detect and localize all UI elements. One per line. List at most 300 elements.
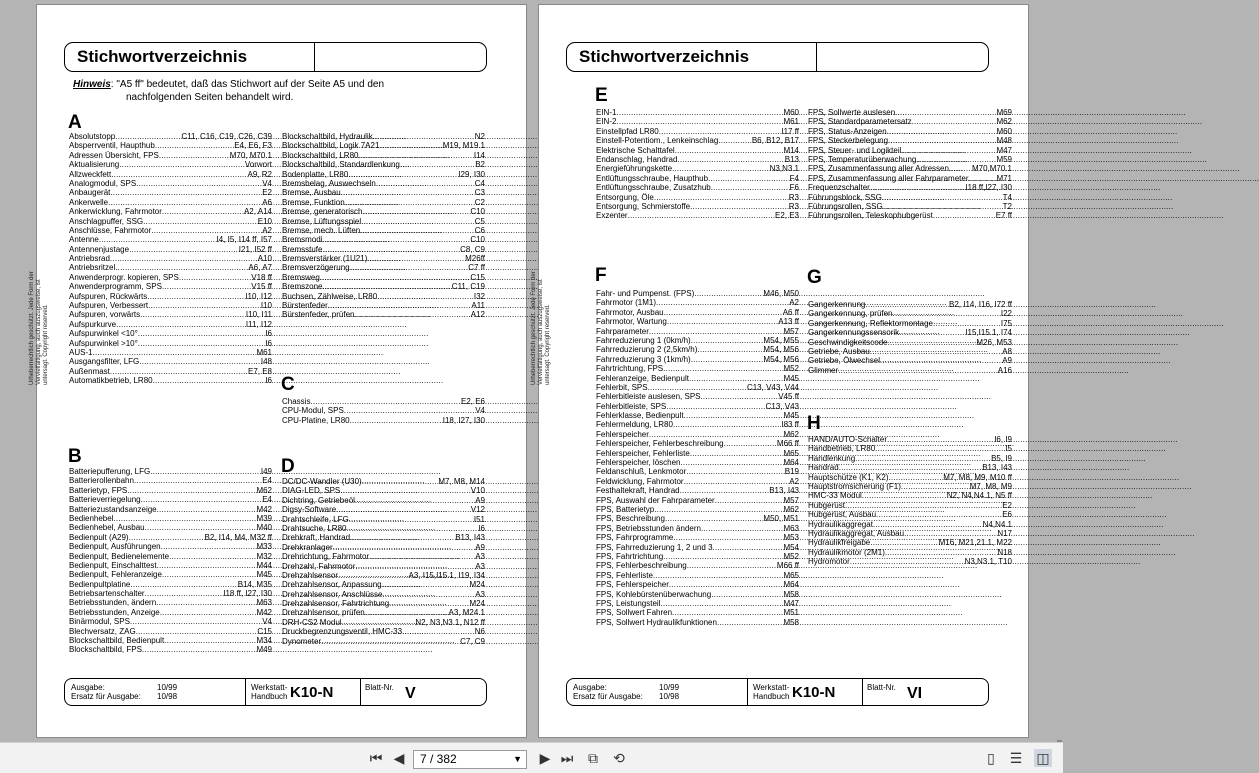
index-entry-leader xyxy=(701,392,779,401)
index-entry-pages: I22 xyxy=(1000,309,1012,319)
index-entry-term: Hauptstromsicherung (F1) xyxy=(808,481,901,491)
index-entry-pages: A2 xyxy=(789,476,799,486)
index-entry-term: Aufspuren, Rückwärts xyxy=(69,291,148,301)
index-entry-term: Hubgerüst, Ausbau xyxy=(808,510,877,520)
index-entry xyxy=(808,356,1012,365)
index-entry xyxy=(596,608,799,617)
hint-label: Hinweis xyxy=(73,79,111,90)
index-entry-pages: M58 xyxy=(783,589,799,599)
index-entry-pages: E4, E6, F3 xyxy=(234,141,272,151)
index-entry-leader xyxy=(145,523,257,532)
index-entry-leader xyxy=(660,599,783,608)
index-entry xyxy=(596,164,799,173)
index-entry-term: Exzenter xyxy=(596,211,628,221)
index-entry xyxy=(282,524,485,533)
index-entry-leader xyxy=(119,160,245,169)
index-entry-leader xyxy=(916,155,996,164)
index-entry-leader xyxy=(130,580,237,589)
index-entry-term: Digsy-Software xyxy=(282,505,337,515)
index-entry-term: Entsorgung, Schmierstoffe xyxy=(596,201,691,211)
index-entry-leader xyxy=(139,357,261,366)
footer-labels xyxy=(71,683,141,701)
index-entry xyxy=(596,496,799,505)
index-entry xyxy=(596,146,799,155)
index-entry-leader xyxy=(694,289,763,298)
index-entry-leader xyxy=(365,608,449,617)
hint-line-2: nachfolgenden Seiten behandelt wird. xyxy=(126,92,294,103)
index-entry-term: Aktualisierung xyxy=(69,160,120,170)
index-entry-pages: A6 xyxy=(262,197,272,207)
footer-divider xyxy=(360,679,361,705)
index-entry-pages: N2, N3,N3.1, N12 ff xyxy=(415,617,485,627)
index-entry-leader xyxy=(328,301,472,310)
index-entry-pages: M19, M19.1 xyxy=(442,141,485,151)
index-entry-term: FPS, Standardparametersatz xyxy=(808,117,912,127)
index-entry xyxy=(282,282,485,291)
index-entry-term: Bedienpult, Bedienelemente xyxy=(69,551,170,561)
index-entry xyxy=(808,510,1012,519)
index-entry-term: Gangerkennung, Reflektormontage xyxy=(808,318,933,328)
index-entry-leader xyxy=(108,198,262,207)
index-entry xyxy=(282,179,485,188)
index-entry-leader xyxy=(901,146,996,155)
index-entry-term: Einstellpfad LR80 xyxy=(596,126,659,136)
index-entry-term: Absolutstopp xyxy=(69,132,116,141)
index-entry-term: Anbaugerät xyxy=(69,188,111,198)
index-entry-leader xyxy=(969,174,997,183)
index-entry-pages: M66 ff xyxy=(776,561,799,571)
index-entry xyxy=(69,207,272,216)
index-entry xyxy=(596,477,799,486)
index-entry-pages: E7 ff xyxy=(995,211,1012,221)
footer-ersatz-value: 10/98 xyxy=(157,692,178,701)
index-entry-term: Feldwicklung, Fahrmotor xyxy=(596,476,684,486)
index-entry-term: Bremse, Funktion xyxy=(282,197,345,207)
index-entry-leader xyxy=(870,183,966,192)
index-entry-pages: A9 xyxy=(475,542,485,552)
index-entry xyxy=(282,301,485,310)
index-entry-leader xyxy=(362,477,439,486)
index-entry-pages: E4 xyxy=(262,495,272,505)
index-entry-leader xyxy=(321,637,460,646)
index-entry-term: Ausgangsfilter, LFG xyxy=(69,357,140,367)
index-entry-term: Fehlerspeicher, Fehlerliste xyxy=(596,448,690,458)
footer-ausgabe-label: Ausgabe: xyxy=(71,683,105,692)
index-entry-term: Fehlerbit, SPS xyxy=(596,382,648,392)
index-entry xyxy=(808,473,1012,482)
footer-ausgabe-label: Ausgabe: xyxy=(573,683,607,692)
index-entry-term: Fahrmotor, Ausbau xyxy=(596,307,664,317)
index-entry-term: Fahrtrichtung, FPS xyxy=(596,364,664,374)
index-entry-pages: M26, M53 xyxy=(976,337,1012,347)
index-entry-pages: A3, M24.1 xyxy=(448,608,485,618)
index-entry-leader xyxy=(718,136,752,145)
index-entry-term: Fahr- und Pumpenst. (FPS) xyxy=(596,289,695,298)
index-entry-term: EIN-2 xyxy=(596,117,617,127)
fit-page-icon[interactable]: ⧉ xyxy=(588,750,598,766)
page-number-value: 7 / 382 xyxy=(420,752,457,766)
section-letter-h: H xyxy=(807,413,821,434)
index-entry-term: Ankerwicklung, Fahrmotor xyxy=(69,207,162,217)
index-entry-leader xyxy=(169,552,256,561)
index-entry-term: Aufspurkurve xyxy=(69,319,117,329)
index-entry-leader xyxy=(110,188,262,197)
index-entry-leader xyxy=(680,486,770,495)
index-entry-term: Drehzahlsensor, Fahrtrichtung xyxy=(282,599,390,609)
index-entry-leader xyxy=(145,589,224,598)
index-entry xyxy=(69,357,272,366)
index-entry-leader xyxy=(616,117,783,126)
index-entry-pages: M50, M51 xyxy=(763,514,799,524)
index-entry-term: Handlenkung xyxy=(808,453,856,463)
index-entry-leader xyxy=(690,202,789,211)
index-entry xyxy=(596,552,799,561)
index-entry-leader xyxy=(111,170,247,179)
index-entry-pages: M24 xyxy=(469,580,485,590)
viewer-toolbar xyxy=(0,742,1063,773)
index-entry xyxy=(69,292,272,301)
index-entry-pages: E10 xyxy=(257,216,272,226)
index-entry xyxy=(808,435,1012,444)
index-entry-pages: M7, M8, M9, M10 ff xyxy=(943,472,1012,482)
index-entry-leader xyxy=(310,397,461,406)
index-entry-term: Fahrreduzierung 1 (0km/h) xyxy=(596,335,691,345)
index-entry-pages: M45 xyxy=(256,570,272,580)
section-letter-g: G xyxy=(807,267,822,288)
index-entry xyxy=(282,226,485,235)
index-entry xyxy=(69,514,272,523)
index-entry-pages: M24 xyxy=(469,599,485,609)
index-entry-leader xyxy=(690,449,784,458)
index-entry xyxy=(69,235,272,244)
index-entry-term: Binärmodul, SPS xyxy=(69,617,130,627)
index-entry-term: Batteriezustandsanzeige xyxy=(69,504,157,514)
footer-handbuch: Handbuch xyxy=(753,692,790,701)
index-entry-pages: M64 xyxy=(783,458,799,468)
index-entry-pages: M62 xyxy=(996,117,1012,127)
index-entry-term: FPS, Zusammenfassung aller Fahrparameter xyxy=(808,173,969,183)
index-entry xyxy=(69,552,272,561)
index-entry-pages: A2, A14 xyxy=(243,207,272,217)
index-entry-leader xyxy=(654,193,789,202)
index-entry-pages: C10 xyxy=(470,207,485,217)
footer-manual-label xyxy=(753,683,789,701)
index-entry-pages: A11 xyxy=(471,301,485,311)
index-entry xyxy=(808,328,1012,337)
index-entry-leader xyxy=(322,245,460,254)
index-entry-term: FPS, Sollwerte auslesen xyxy=(808,108,896,117)
index-entry xyxy=(596,127,799,136)
index-entry-pages: I17 ff xyxy=(781,126,799,136)
index-entry-pages: M40 xyxy=(256,523,272,533)
index-entry-leader xyxy=(338,571,408,580)
index-entry xyxy=(808,164,1012,173)
index-entry xyxy=(69,254,272,263)
index-entry-term: Drehkraft, Handrad xyxy=(282,533,351,543)
index-entry-leader xyxy=(113,514,256,523)
index-entry-leader xyxy=(129,533,205,542)
footer-ausgabe-value: 10/99 xyxy=(659,683,680,692)
index-entry-term: HMC-33 Modul xyxy=(808,491,862,501)
index-entry-leader xyxy=(875,444,1005,453)
index-entry-leader xyxy=(669,580,784,589)
index-entry-term: Absperrventil, Haupthub xyxy=(69,141,155,151)
index-entry-term: Glimmer xyxy=(808,365,839,375)
index-entry-term: Dichtring, Getriebeöl xyxy=(282,495,355,505)
index-entry-pages: M39 xyxy=(256,513,272,523)
index-entry-pages: A10 xyxy=(257,254,272,264)
index-entry xyxy=(596,317,799,326)
index-entry xyxy=(69,226,272,235)
footer-values xyxy=(659,683,679,701)
index-entry-pages: A3 xyxy=(475,552,485,562)
index-entry-pages: N2 xyxy=(474,132,485,141)
index-entry-term: DIAG-LED, SPS xyxy=(282,486,341,496)
index-entry-pages: M60 xyxy=(996,126,1012,136)
index-entry-pages: C4 xyxy=(474,178,485,188)
footer-model: K10-N xyxy=(290,684,334,701)
index-entry xyxy=(282,217,485,226)
index-entry-pages: A8 xyxy=(1002,346,1012,356)
index-list-e xyxy=(596,108,799,221)
index-entry-leader xyxy=(664,308,783,317)
index-entry-pages: M57 xyxy=(783,495,799,505)
index-entry-pages: M54, M55 xyxy=(763,335,799,345)
index-entry-term: Getriebe, Ölwechsel xyxy=(808,356,881,366)
index-entry-leader xyxy=(110,254,258,263)
index-entry-leader xyxy=(320,273,471,282)
index-entry-pages: V45 ff xyxy=(778,392,799,402)
hint-note xyxy=(73,78,473,104)
index-entry-term: Fehlerbitleiste auslesen, SPS xyxy=(596,392,701,402)
index-entry-term: Bedienhebel, Ausbau xyxy=(69,523,145,533)
index-entry-term: Dynometer xyxy=(282,636,322,646)
index-entry-term: FPS, Fahrreduzierung 1, 2 und 3 xyxy=(596,542,713,552)
footer-blatt-label: Blatt-Nr. xyxy=(867,683,896,692)
index-entry xyxy=(282,310,485,319)
index-entry-pages: A9 xyxy=(1002,356,1012,366)
index-entry-pages: I10, I11 xyxy=(245,310,272,320)
index-entry-leader xyxy=(845,501,1002,510)
index-entry xyxy=(808,463,1012,472)
index-entry-pages: B13, I43 xyxy=(455,533,485,543)
index-entry-pages: B13, I43 xyxy=(982,463,1012,473)
index-entry-term: Drahtschleife, LFG xyxy=(282,514,349,524)
index-entry xyxy=(808,366,1012,375)
index-entry-term: Bremsbelag, Auswechseln xyxy=(282,178,376,188)
index-entry xyxy=(282,580,485,589)
index-entry xyxy=(282,188,485,197)
index-entry-pages: M63 xyxy=(256,598,272,608)
index-entry-leader xyxy=(681,458,784,467)
index-entry-leader xyxy=(663,364,783,373)
index-entry-pages: N2, N4,N4.1, N5 ff xyxy=(946,491,1012,501)
index-entry-term: Antennenjustage xyxy=(69,244,130,254)
index-entry-pages: C13, V43, V44 xyxy=(746,382,799,392)
index-entry xyxy=(808,146,1012,155)
index-entry-pages: V4 xyxy=(475,406,485,416)
index-entry-term: Fehlerspeicher xyxy=(596,429,649,439)
index-entry xyxy=(282,618,485,627)
index-entry xyxy=(282,515,485,524)
index-entry-pages: M61 xyxy=(256,347,272,357)
index-entry-term: Außenmast xyxy=(69,366,110,376)
index-entry-term: Blockschaltbild, Bedienpult xyxy=(69,636,165,646)
index-entry-pages: M58 xyxy=(783,617,799,627)
index-entry-term: Elektrische Schalttafel xyxy=(596,145,675,155)
index-entry-term: Analogmodul, SPS xyxy=(69,178,137,188)
index-entry xyxy=(808,309,1012,318)
index-entry-term: Bremse, generatorisch xyxy=(282,207,363,217)
index-entry-leader xyxy=(350,416,443,425)
index-entry-leader xyxy=(151,226,262,235)
index-entry-pages: M54, M56 xyxy=(763,354,799,364)
index-entry-pages: M69 xyxy=(996,108,1012,117)
index-entry-pages: A16 xyxy=(997,365,1012,375)
index-entry xyxy=(596,336,799,345)
index-entry xyxy=(808,520,1012,529)
index-entry-pages: M7, M8, M14 xyxy=(438,477,485,486)
index-entry xyxy=(69,170,272,179)
index-entry xyxy=(282,151,485,160)
index-entry-pages: I6 xyxy=(265,338,272,348)
index-entry xyxy=(596,618,799,627)
index-entry-leader xyxy=(99,235,217,244)
index-entry-leader xyxy=(893,309,1001,318)
index-entry-term: Fehlermeldung, LR80 xyxy=(596,420,673,430)
index-entry-pages: M49 xyxy=(256,645,272,655)
index-entry-leader xyxy=(358,151,473,160)
index-entry-leader xyxy=(127,486,256,495)
index-entry xyxy=(596,514,799,523)
index-entry xyxy=(69,598,272,607)
index-list-b xyxy=(69,467,272,655)
index-entry-leader xyxy=(153,376,266,385)
footer-ersatz-label: Ersatz für Ausgabe: xyxy=(573,692,643,701)
index-entry-leader xyxy=(850,557,965,566)
index-entry-leader xyxy=(389,599,469,608)
index-entry xyxy=(596,420,799,429)
index-entry-term: DRH-CS2 Modul xyxy=(282,617,342,627)
index-entry-leader xyxy=(687,561,777,570)
index-entry-pages: M53 xyxy=(783,533,799,543)
index-entry-pages: I75 xyxy=(1000,318,1012,328)
index-entry xyxy=(69,367,272,376)
footer-labels xyxy=(573,683,643,701)
index-entry-leader xyxy=(904,529,997,538)
index-entry xyxy=(808,338,1012,347)
index-entry xyxy=(596,411,799,420)
index-entry-leader xyxy=(130,617,262,626)
index-entry-term: Antriebsrad xyxy=(69,254,110,264)
index-entry xyxy=(69,320,272,329)
index-entry xyxy=(808,319,1012,328)
index-entry-term: FPS, Fehlerspeicher xyxy=(596,580,669,590)
index-entry-leader xyxy=(885,548,997,557)
index-entry-term: Betriebsstunden, ändern xyxy=(69,598,157,608)
index-entry-pages: M14 xyxy=(783,145,799,155)
index-entry xyxy=(69,132,272,141)
previous-page-icon[interactable]: ◀ xyxy=(393,750,405,766)
chevron-down-icon[interactable]: ▼ xyxy=(513,754,522,764)
index-entry-term: Führungsrollen, SSG xyxy=(808,201,883,211)
index-entry-leader xyxy=(159,151,230,160)
index-entry xyxy=(596,202,799,211)
footer-blatt-label: Blatt-Nr. xyxy=(365,683,394,692)
index-entry-pages: C7, C9 xyxy=(460,636,485,646)
footer-divider xyxy=(747,679,748,705)
index-entry xyxy=(282,599,485,608)
index-entry xyxy=(596,524,799,533)
index-entry-term: Fahrmotor (1M1) xyxy=(596,298,657,308)
index-entry-term: Einstell-Potentiom., Lenkeinschlag xyxy=(596,136,719,146)
index-entry xyxy=(808,202,1012,211)
continuous-view-icon[interactable]: ☰ xyxy=(1009,750,1023,766)
index-entry-term: Fahrparameter xyxy=(596,326,649,336)
index-entry-pages: I29, I30 xyxy=(458,169,485,179)
index-entry-leader xyxy=(367,254,465,263)
index-entry-leader xyxy=(369,552,475,561)
index-entry-pages: M60 xyxy=(783,108,799,117)
index-entry xyxy=(282,608,485,617)
index-entry-leader xyxy=(888,338,977,347)
index-entry-term: Fehleranzeige, Bedienpult xyxy=(596,373,689,383)
index-entry-pages: M61 xyxy=(783,117,799,127)
rotate-icon[interactable]: ⟲ xyxy=(613,750,625,766)
first-page-icon[interactable]: ⏮ xyxy=(369,750,383,766)
index-entry-term: Bremsstufe xyxy=(282,244,323,254)
index-entry-leader xyxy=(148,301,261,310)
index-entry-pages: B14, M35 xyxy=(237,579,272,589)
page-number-field[interactable] xyxy=(413,750,527,769)
index-entry-pages: N4,N4.1 xyxy=(982,519,1012,529)
index-entry-term: Blockschaltbild, FPS xyxy=(69,645,142,655)
index-entry-leader xyxy=(362,207,470,216)
index-entry-leader xyxy=(350,263,469,272)
index-entry-leader xyxy=(162,570,256,579)
index-entry-leader xyxy=(115,263,248,272)
index-entry-term: Aufspuren, vorwärts xyxy=(69,310,141,320)
next-page-icon[interactable]: ▶ xyxy=(539,750,551,766)
index-entry-pages: C11, C19 xyxy=(451,282,485,292)
index-entry-term: Bremszone xyxy=(282,282,323,292)
two-page-view-icon[interactable]: ◫ xyxy=(1034,749,1052,767)
index-entry xyxy=(596,580,799,589)
index-entry-term: Entlüftungsschraube, Zusatzhub xyxy=(596,183,711,193)
index-entry-term: Batteriepufferung, LFG xyxy=(69,467,151,476)
index-entry xyxy=(596,327,799,336)
index-entry-term: Hauptschütze (K1, K2) xyxy=(808,472,889,482)
index-entry-pages: B19 xyxy=(784,467,799,477)
index-entry-term: Hydraulikaggregat xyxy=(808,519,873,529)
index-entry xyxy=(808,538,1012,547)
index-entry-leader xyxy=(355,496,475,505)
index-entry-term: Bremsmodi xyxy=(282,235,323,245)
index-entry-leader xyxy=(376,179,475,188)
index-entry-term: Entlüftungsschraube, Haupthub xyxy=(596,173,709,183)
index-entry-pages: E2 xyxy=(262,188,272,198)
index-entry-leader xyxy=(888,473,943,482)
hint-line-1: : "A5 ff" bedeutet, daß das Stichwort auf der Seite A5 und den xyxy=(110,79,384,90)
index-entry xyxy=(69,348,272,357)
single-page-view-icon[interactable]: ▯ xyxy=(987,750,995,766)
index-entry-pages: I48 xyxy=(260,357,272,367)
last-page-icon[interactable]: ⏭ xyxy=(560,750,574,766)
index-entry-pages: M47 xyxy=(996,145,1012,155)
index-entry-leader xyxy=(684,411,784,420)
section-letter-e: E xyxy=(595,85,608,106)
index-entry xyxy=(282,397,485,406)
